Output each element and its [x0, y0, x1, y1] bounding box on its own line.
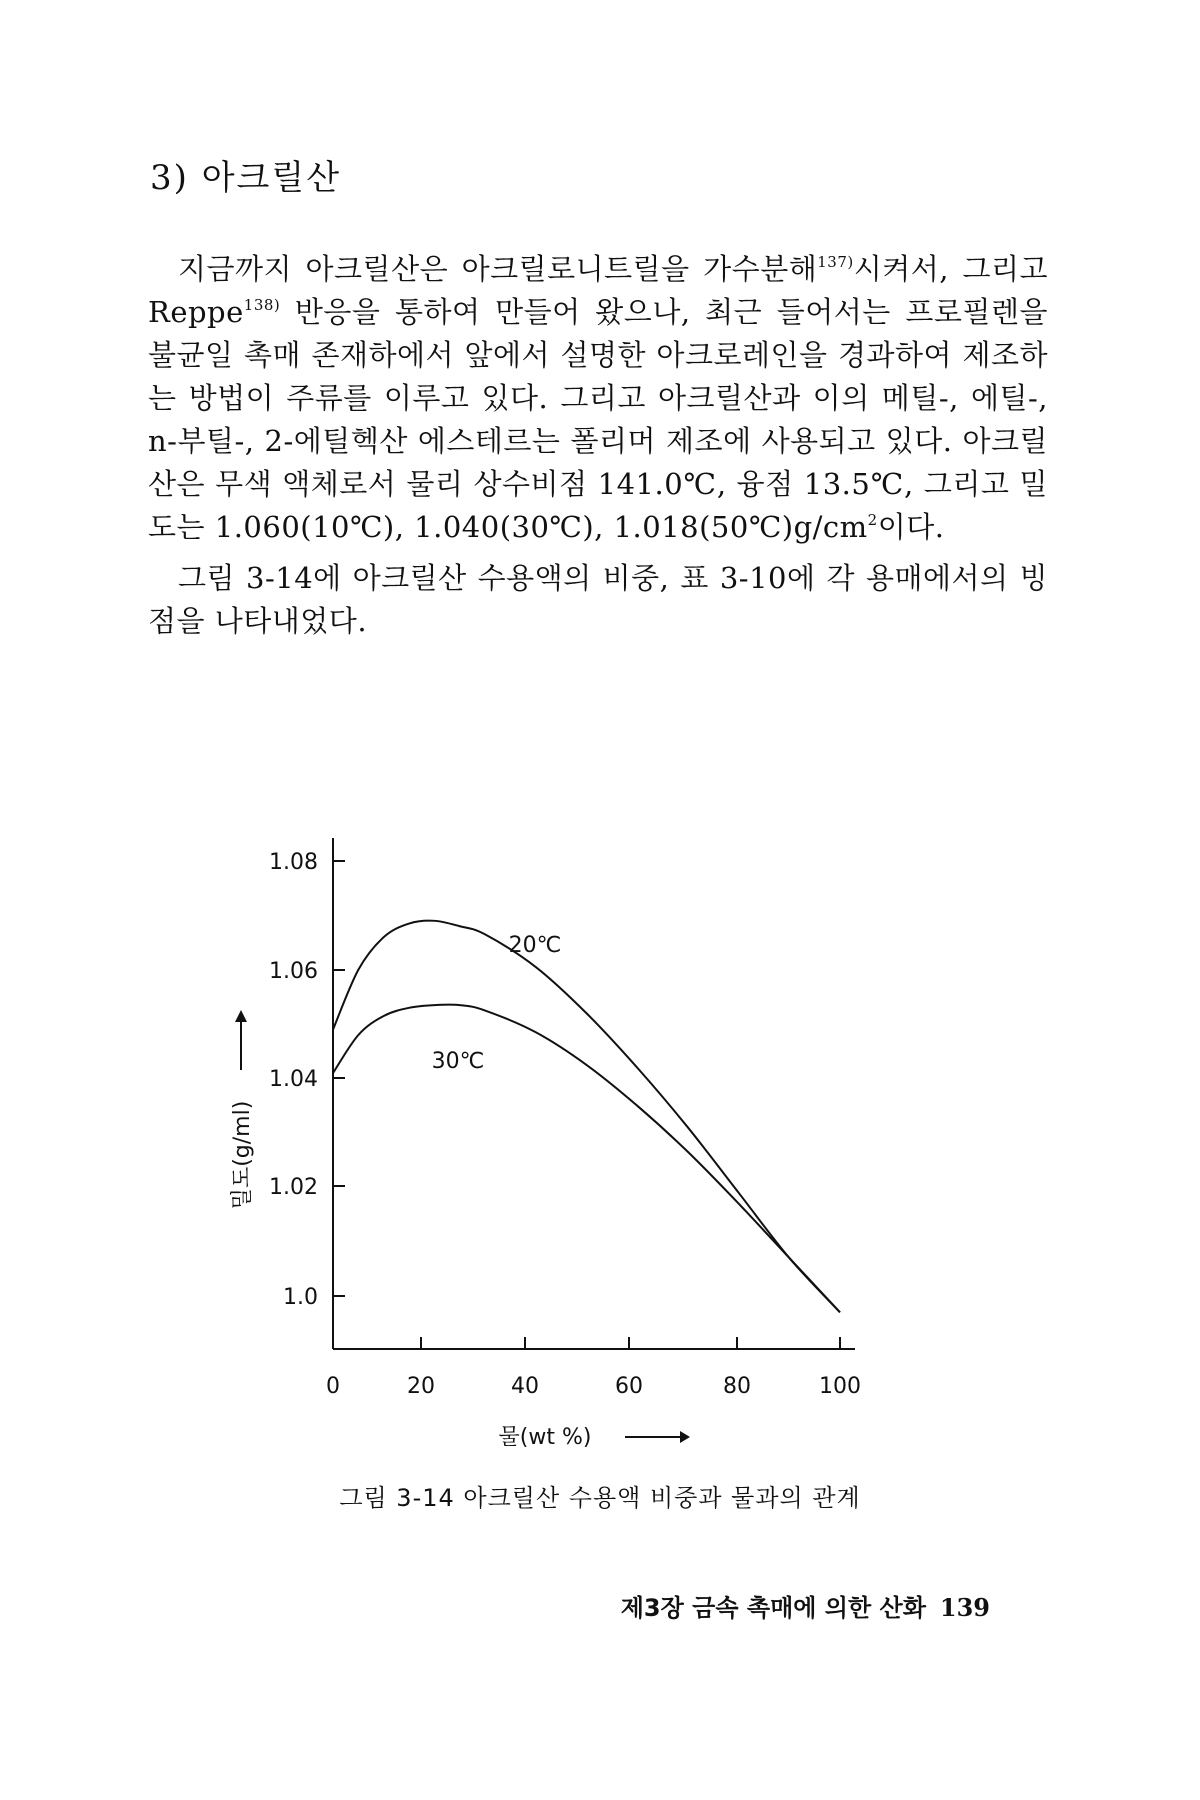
series-label-20c: 20℃ — [508, 933, 562, 958]
paragraph-2: 그림 3-14에 아크릴산 수용액의 비중, 표 3-10에 각 용매에서의 빙점을 나타내었다. — [148, 561, 1048, 638]
chart-ticks — [269, 850, 861, 1399]
chart-axes — [333, 838, 855, 1349]
y-tick-label: 1.0 — [283, 1285, 318, 1310]
x-axis-arrow-head — [680, 1431, 690, 1443]
p1-part-c: 반응을 통하여 만들어 왔으나, 최근 들어서는 프로필렌을 불균일 촉매 존재하에서 앞에서 설명한 아크로레인을 경과하여 제조하는 방법이 주류를 이루고 있다. 그리고 아크릴산과 이의 메틸-, 에틸-, n-부틸-, 2-에틸헥산 에스테르는 폴리머 제조에 사용되고 있다. 아크릴산은 무색 액체로서 물리 상수비점 141.0℃, 융점 13.5℃, 그리고 밀도는 1.060(10℃), 1.040(30℃), 1.018(50℃)g/cm — [148, 295, 1048, 544]
y-tick-label: 1.02 — [269, 1175, 318, 1200]
y-tick-label: 1.08 — [269, 850, 318, 875]
ref-137: 137) — [817, 253, 854, 271]
running-footer — [621, 1588, 990, 1623]
p1-part-b: 시켜서, 그리고 Reppe — [148, 252, 1048, 329]
density-chart — [0, 780, 1200, 1480]
figure-caption: 그림 3-14 아크릴산 수용액 비중과 물과의 관계 — [339, 1484, 861, 1512]
y-tick-label: 1.04 — [269, 1067, 318, 1092]
series-label-30c: 30℃ — [431, 1049, 485, 1074]
x-tick-label: 20 — [407, 1374, 435, 1399]
x-tick-label: 60 — [615, 1374, 643, 1399]
x-tick-label: 100 — [819, 1374, 861, 1399]
series-line-20c — [333, 921, 840, 1313]
p1-part-a: 지금까지 아크릴산은 아크릴로니트릴을 가수분해 — [178, 252, 818, 286]
paragraph-1 — [148, 248, 1048, 549]
section-heading: 3) 아크릴산 — [150, 158, 342, 198]
series-line-30c — [333, 1005, 840, 1313]
page-number: 139 — [939, 1593, 990, 1622]
y-tick-label: 1.06 — [269, 959, 318, 984]
ref-138: 138) — [243, 296, 281, 314]
superscript-2: 2 — [867, 511, 878, 529]
y-axis-arrow-head — [235, 1010, 247, 1022]
chart-series — [333, 921, 840, 1313]
y-axis-label: 밀도(g/ml) — [230, 1100, 255, 1210]
body-text — [148, 248, 1048, 643]
x-axis-label: 물(wt %) — [498, 1425, 592, 1450]
p1-part-d: 이다. — [877, 510, 945, 544]
x-tick-label: 0 — [326, 1374, 340, 1399]
x-tick-label: 80 — [723, 1374, 751, 1399]
x-tick-label: 40 — [511, 1374, 539, 1399]
footer-chapter: 제3장 금속 촉매에 의한 산화 — [620, 1594, 926, 1622]
